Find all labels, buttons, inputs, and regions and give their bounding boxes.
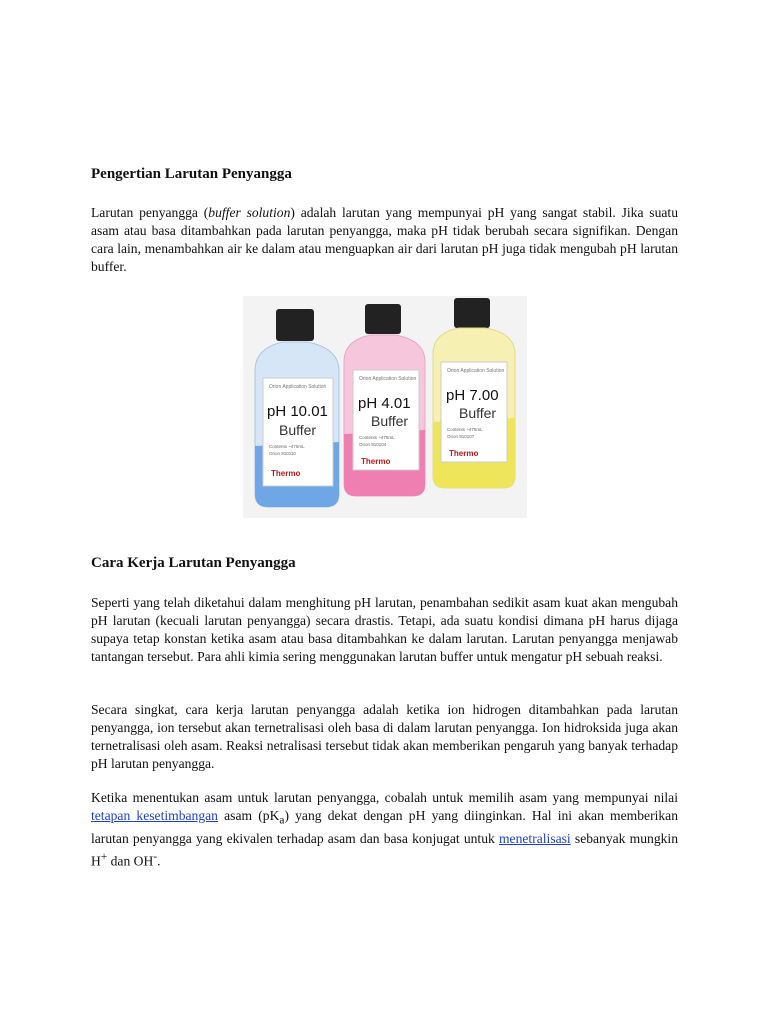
paragraph-cara-kerja-3 [91,789,678,870]
bottle-buffer-text: Buffer [371,413,409,429]
bottle-buffer-text: Buffer [279,422,317,438]
subscript-a: a [279,814,285,827]
bottle-ph-text: pH 10.01 [267,403,328,420]
buffer-bottles-photo [243,296,527,518]
bottle-ph-text: pH 7.00 [446,387,499,404]
bottle-label-top: Orion Application Solution [447,368,505,374]
buffer-bottles-illustration [243,296,527,518]
text-span: . [157,853,161,869]
bottle-small-text: Orion 910110 [269,451,296,456]
text-span: sebanyak mungkin H [91,830,678,869]
bottle-brand-text: Thermo [449,449,479,458]
link-tetapan-kesetimbangan[interactable]: tetapan kesetimbangan [91,808,218,823]
bottle-buffer-text: Buffer [459,405,497,421]
italic-term: buffer solution [208,205,291,220]
superscript-plus: + [100,850,108,863]
bottle-brand-text: Thermo [271,469,301,478]
text-span: Ketika menentukan asam untuk larutan penyangga, cobalah untuk memilih asam yang mempunyai nilai [91,790,678,805]
bottle-label-top: Orion Application Solution [359,376,417,382]
text-span: Larutan penyangga ( [91,205,209,220]
superscript-minus: - [153,850,158,863]
bottle-label-top: Orion Application Solution [269,384,327,390]
bottle-small-text: Orion 910107 [447,434,475,439]
paragraph-definition [91,204,678,276]
paragraph-cara-kerja-2: Secara singkat, cara kerja larutan penyangga adalah ketika ion hidrogen ditambahkan pada larutan penyangga, ion tersebut akan ternetralisasi oleh basa di dalam larutan penyangga. Ion hidroksida juga akan ternetralisasi oleh asam. Reaksi netralisasi tersebut tidak akan memberikan pengaruh yang banyak terhadap pH larutan penyangga. [91,702,678,771]
text-span: ) yang dekat dengan pH yang diinginkan. Hal ini akan memberikan larutan penyangga yang ekivalen terhadap asam dan basa konjugat untuk [91,808,679,846]
bottle-brand-text: Thermo [361,457,391,466]
section-heading-pengertian: Pengertian Larutan Penyangga [91,166,292,182]
text-span: ) adalah larutan yang mempunyai pH yang sangat stabil. Jika suatu asam atau basa ditambahkan pada larutan penyangga, maka pH tidak berubah secara signifikan. Dengan cara lain, menambahkan air ke dalam atau menguapkan air dari larutan pH juga tidak mengubah pH larutan buffer. [91,205,678,274]
bottle-small-text: Orion 910104 [359,442,387,447]
bottle-small-text: Contents ~475mL [269,444,305,449]
text-span: asam (pK [217,808,280,823]
link-menetralisasi[interactable]: menetralisasi [498,830,571,846]
bottle-small-text: Contents ~475mL [447,427,483,432]
bottle-ph-text: pH 4.01 [358,395,411,412]
section-heading-cara-kerja: Cara Kerja Larutan Penyangga [91,555,296,571]
bottle-small-text: Contents ~475mL [359,435,395,440]
text-span: dan OH [107,853,154,869]
paragraph-cara-kerja-1: Seperti yang telah diketahui dalam menghitung pH larutan, penambahan sedikit asam kuat akan mengubah pH larutan (kecuali larutan penyangga) secara drastis. Tetapi, ada suatu kondisi dimana pH harus dijaga supaya tetap konstan ketika asam atau basa ditambahkan ke dalam larutan. Larutan penyangga menjawab tantangan tersebut. Para ahli kimia sering menggunakan larutan buffer untuk mengatur pH sebuah reaksi. [91,595,678,664]
